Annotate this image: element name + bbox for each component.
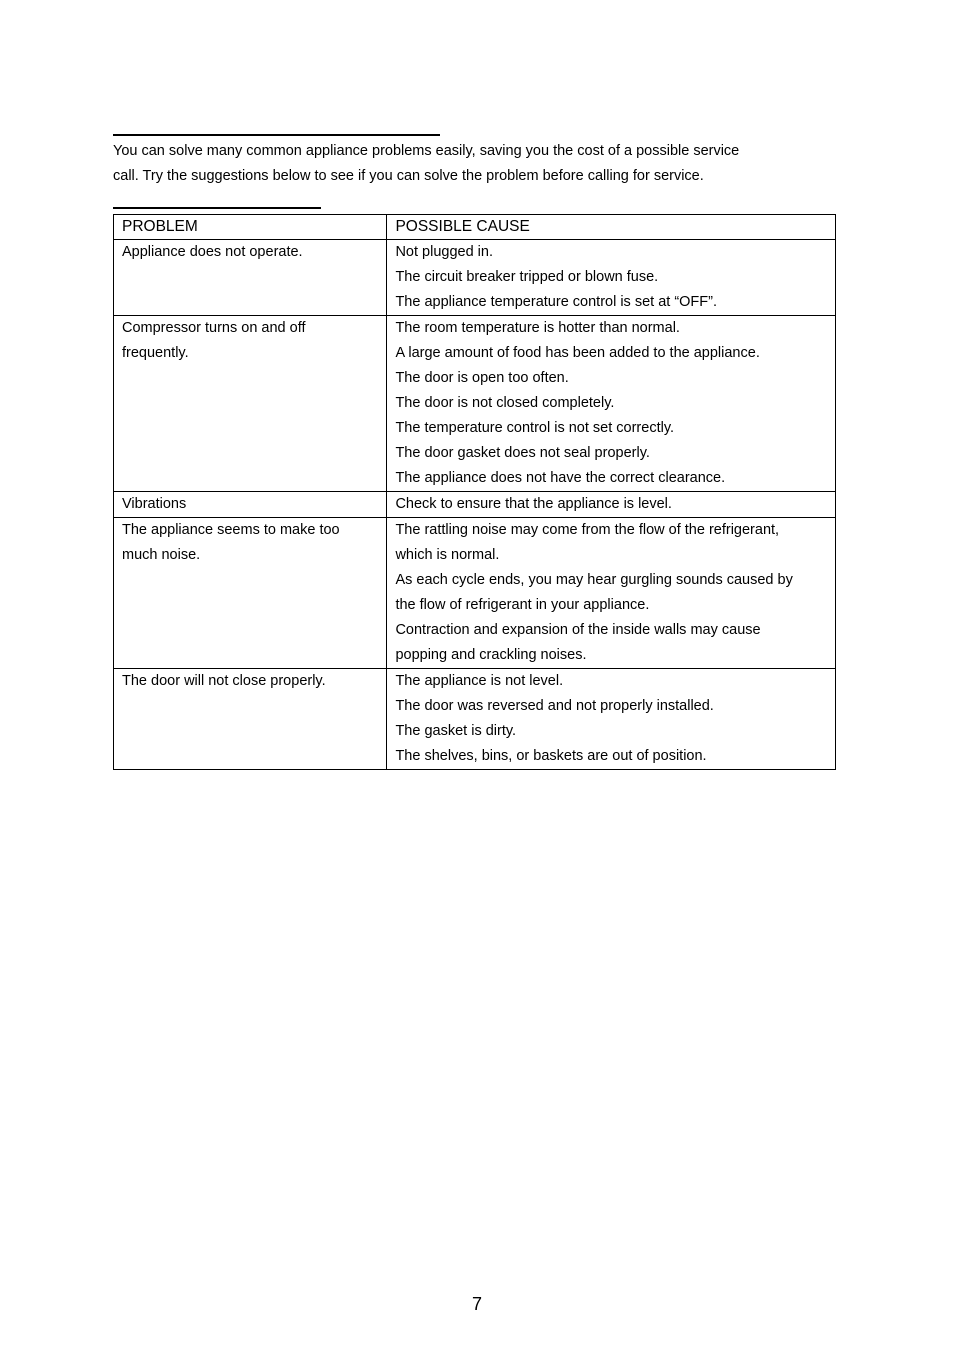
cause-text: the flow of refrigerant in your appliance. bbox=[395, 597, 650, 613]
cause-text: The appliance does not have the correct clearance. bbox=[395, 470, 726, 486]
problem-column-header: PROBLEM bbox=[114, 215, 387, 240]
cause-text: Check to ensure that the appliance is level. bbox=[395, 496, 672, 512]
cause-text: The appliance is not level. bbox=[395, 673, 564, 689]
cause-cell bbox=[387, 518, 836, 669]
problem-cell bbox=[114, 518, 387, 669]
cause-cell bbox=[387, 240, 836, 316]
cause-text: The door is open too often. bbox=[395, 370, 569, 386]
cause-text: popping and crackling noises. bbox=[395, 647, 587, 663]
cause-cell bbox=[387, 492, 836, 518]
cause-text: The shelves, bins, or baskets are out of position. bbox=[395, 748, 707, 764]
cause-text: The appliance temperature control is set at “OFF”. bbox=[395, 294, 718, 310]
cause-text: A large amount of food has been added to the appliance. bbox=[395, 345, 760, 361]
cause-text: The door was reversed and not properly installed. bbox=[395, 698, 714, 714]
intro-paragraph bbox=[113, 139, 813, 189]
cause-text: As each cycle ends, you may hear gurgling sounds caused by bbox=[395, 572, 793, 588]
table-header-row bbox=[114, 215, 836, 240]
cause-text: Not plugged in. bbox=[395, 244, 493, 260]
troubleshooting-table bbox=[113, 214, 836, 770]
cause-text: The room temperature is hotter than normal. bbox=[395, 320, 680, 336]
cause-text: The rattling noise may come from the flow of the refrigerant, bbox=[395, 522, 780, 538]
cause-text: Contraction and expansion of the inside walls may cause bbox=[395, 622, 761, 638]
problem-text: frequently. bbox=[122, 345, 189, 361]
problem-text: Appliance does not operate. bbox=[122, 244, 303, 260]
cause-text: The circuit breaker tripped or blown fuse. bbox=[395, 269, 659, 285]
problem-text: The appliance seems to make too bbox=[122, 522, 340, 538]
cause-text: which is normal. bbox=[395, 547, 500, 563]
problem-cell bbox=[114, 240, 387, 316]
table-row bbox=[114, 240, 836, 316]
cause-column-header: POSSIBLE CAUSE bbox=[387, 215, 836, 240]
cause-cell bbox=[387, 316, 836, 492]
problem-cell bbox=[114, 669, 387, 770]
intro-line: call. Try the suggestions below to see if you can solve the problem before calling for service. bbox=[113, 168, 704, 184]
cause-text: The gasket is dirty. bbox=[395, 723, 517, 739]
page-number: 7 bbox=[471, 1294, 482, 1314]
problem-text: much noise. bbox=[122, 547, 201, 563]
problem-text: The door will not close properly. bbox=[122, 673, 326, 689]
section-heading-rule bbox=[113, 134, 440, 136]
table-row bbox=[114, 492, 836, 518]
table-row bbox=[114, 316, 836, 492]
problem-cell bbox=[114, 316, 387, 492]
subsection-heading-rule bbox=[113, 207, 321, 209]
table-row bbox=[114, 669, 836, 770]
intro-line: You can solve many common appliance problems easily, saving you the cost of a possible service bbox=[113, 143, 740, 159]
table-row bbox=[114, 518, 836, 669]
cause-text: The temperature control is not set correctly. bbox=[395, 420, 675, 436]
problem-text: Vibrations bbox=[122, 496, 187, 512]
problem-text: Compressor turns on and off bbox=[122, 320, 306, 336]
cause-cell bbox=[387, 669, 836, 770]
cause-text: The door is not closed completely. bbox=[395, 395, 615, 411]
cause-text: The door gasket does not seal properly. bbox=[395, 445, 650, 461]
problem-cell bbox=[114, 492, 387, 518]
